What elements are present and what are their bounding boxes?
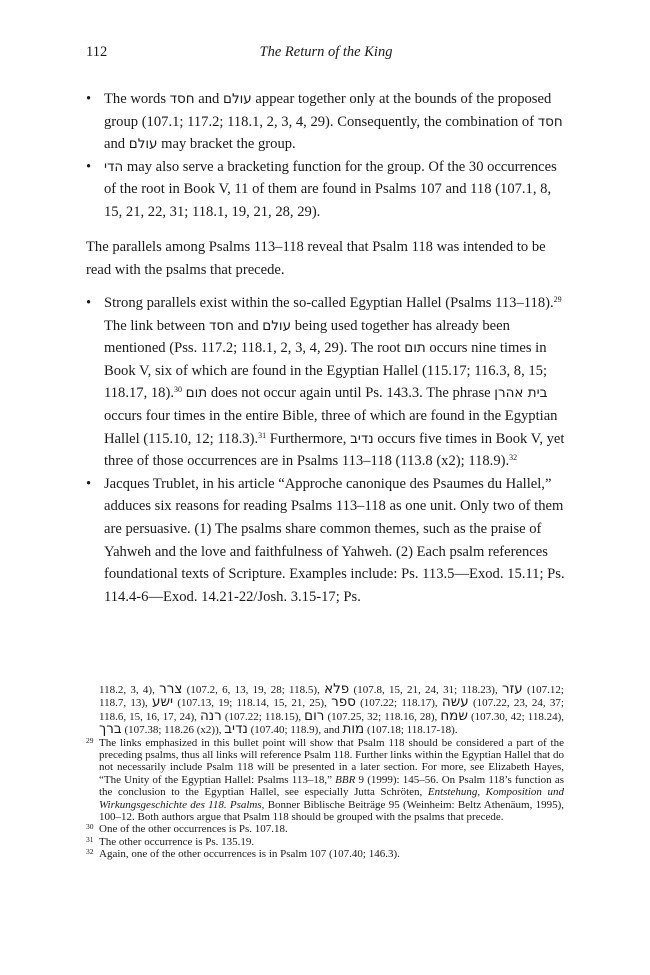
running-title: The Return of the King [259, 44, 393, 60]
bullet-marker: • [86, 475, 92, 492]
footnote-number: 30 [86, 822, 94, 832]
footnote-ref: 29 [553, 295, 562, 304]
text-run: (107.8, 15, 21, 24, 31; 118.23), [349, 684, 502, 696]
text-run: (107.18; 118.17-18). [364, 724, 458, 737]
hebrew-term: עזר [501, 681, 523, 697]
text-run: Again, one of the other occurrences is in Psalm 107 (107.40; 146.3). [99, 848, 400, 861]
text-run: and [194, 91, 223, 107]
text-run: appear together only at the bounds of the proposed group (107.1; 117.2; 118.1, 2, 3, 4, 29). Consequently, the combination of [104, 91, 552, 130]
hebrew-term: ברך [99, 721, 122, 738]
hebrew-term: עולם [223, 91, 252, 107]
text-run: (107.40; 118.9), and [247, 724, 343, 737]
footnote-ref: 30 [174, 385, 182, 395]
text-run: (107.30, 42; 118.24), [467, 710, 564, 723]
text-run: (107.38; 118.26 (x2)), [121, 724, 225, 737]
text-run: may bracket the group. [157, 136, 296, 153]
text-run: The link between [104, 317, 209, 334]
hebrew-term: חסד [537, 113, 563, 130]
footnote-continuation [86, 683, 564, 737]
bullet-item [86, 473, 566, 609]
bullet-marker: • [86, 158, 92, 175]
hebrew-term: פלא [324, 681, 350, 697]
text-run: (107.25, 32; 118.16, 28), [324, 710, 441, 723]
text-run: Jacques Trublet, in his article “Approche canonique des Psaumes du Hallel,” adduces six reasons for reading Psalms 113–118 as one unit. Only two of them are persuasive. (1) The psalms share common themes, such as the praise of Yahweh and the love and faithfulness of Yahweh. (2) Each psalm references foundational texts of Scripture. Examples include: Ps. 113.5—Exod. 15.11; Ps. 114.4-6—Exod. 14.21-22/Josh. 3.15-17; Ps. [104, 475, 565, 605]
text-run: occurs nine times in Book V, six of which are found in the Egyptian Hallel (115.17; 116.3, 8, 15; 118.17, 18). [104, 340, 548, 402]
hebrew-term: מות [342, 721, 365, 738]
text-run: The other occurrence is Ps. 135.19. [99, 835, 255, 848]
text-run: does not occur again until Ps. 143.3. The phrase [207, 385, 495, 402]
text-run: Bonner Biblische Beiträge 95 (Weinheim: Beltz Athenäum, 1995), 100–12. Both authors argue that Psalm 118 should be grouped with the psalms that precede. [99, 798, 565, 824]
italic-title: BBR [335, 773, 356, 786]
text-run: (107.22, 23, 24, 37; 118.6, 15, 16, 17, 24), [99, 697, 564, 723]
text-run: (107.2, 6, 13, 19, 28; 118.5), [182, 684, 325, 696]
text-run: The words [104, 91, 170, 107]
italic-title: Entstehung, Komposition und Wirkungsgeschichte des 118. Psalms, [99, 786, 564, 811]
hebrew-term: חסד [169, 91, 195, 107]
bullet-item [86, 156, 566, 224]
running-header [86, 44, 566, 64]
hebrew-term: עולם [262, 317, 292, 334]
body-paragraph [86, 236, 566, 281]
hebrew-term: ישע [152, 694, 174, 711]
text-run: 118.2, 3, 4), [99, 684, 160, 696]
text-run: Furthermore, [266, 430, 351, 447]
text-run: being used together has already been mentioned (Pss. 117.2; 118.1, 2, 3, 4, 29). The root [104, 317, 510, 357]
footnote [86, 848, 564, 860]
hebrew-term: ספר [331, 694, 356, 711]
hebrew-term: הדי [104, 158, 124, 175]
hebrew-term: בית אהרן [494, 385, 548, 402]
paragraph-text: The parallels among Psalms 113–118 reveal that Psalm 118 was intended to be read with the psalms that precede. [86, 239, 546, 278]
text-run: Strong parallels exist within the so-called Egyptian Hallel (Psalms 113–118). [104, 295, 554, 311]
footnote-number: 29 [86, 735, 94, 745]
text-run: (107.22; 118.15), [221, 710, 305, 723]
bullet-marker: • [86, 91, 92, 107]
hebrew-term: צרר [159, 681, 183, 697]
footnote-number: 32 [86, 847, 94, 857]
text-run: The links emphasized in this bullet point will show that Psalm 118 should be considered a part of the preceding psalms, thus all links will reference Psalm 118. Further links within the Egyptian Hallel that do not necessarily include Psalm 118 will be presented in a later section. For more, see Elizabeth Hayes, “The Unity of the Egyptian Hallel: Psalms 113–18,” [99, 736, 564, 786]
hebrew-term: עשה [441, 694, 469, 711]
hebrew-term: תום [185, 385, 208, 402]
bullet-list-parallels [86, 292, 566, 608]
bullet-marker: • [86, 295, 92, 311]
bullet-item [86, 292, 566, 473]
footnotes-section [86, 683, 564, 861]
footnote [86, 737, 564, 824]
text-run: occurs four times in the entire Bible, three of which are found in the Egyptian Hallel (115.10, 12; 118.3). [104, 407, 558, 447]
footnote [86, 836, 564, 848]
hebrew-term: רום [304, 707, 325, 724]
hebrew-term: תום [404, 340, 426, 357]
text-run: and [104, 136, 129, 153]
text-run: may also serve a bracketing function for the group. Of the 30 occurrences of the root in Book V, 11 of them are found in Psalms 107 and 118 (107.1, 8, 15, 21, 22, 31; 118.1, 19, 21, 28, 29). [104, 158, 557, 220]
footnote [86, 823, 564, 835]
hebrew-term: נדיב [350, 430, 374, 447]
hebrew-term: שמח [440, 707, 468, 724]
bullet-item [86, 88, 566, 156]
text-run: occurs five times in Book V, yet three of those occurrences are in Psalms 113–118 (113.8 (x2); 118.9). [104, 430, 565, 470]
hebrew-term: חסד [208, 317, 234, 334]
text-run: (107.12; 118.7, 13), [99, 684, 564, 710]
text-run: 9 (1999): 145–56. On Psalm 118’s function as the conclusion to the Egyptian Hallel, see especially Jutta Schröten, [99, 773, 565, 799]
text-run: (107.13, 19; 118.14, 15, 21, 25), [173, 697, 332, 710]
text-run: One of the other occurrences is Ps. 107.18. [99, 823, 288, 836]
hebrew-term: רנה [199, 707, 222, 724]
footnote-number: 31 [86, 834, 94, 844]
hebrew-term: נדיב [224, 721, 248, 738]
page-number: 112 [86, 44, 108, 60]
text-run: and [233, 317, 263, 334]
text-run: (107.22; 118.17), [355, 697, 442, 710]
footnote-ref: 32 [509, 453, 518, 463]
hebrew-term: עולם [128, 136, 158, 153]
footnote-ref: 31 [258, 430, 267, 440]
bullet-list-bracketing [86, 88, 566, 224]
